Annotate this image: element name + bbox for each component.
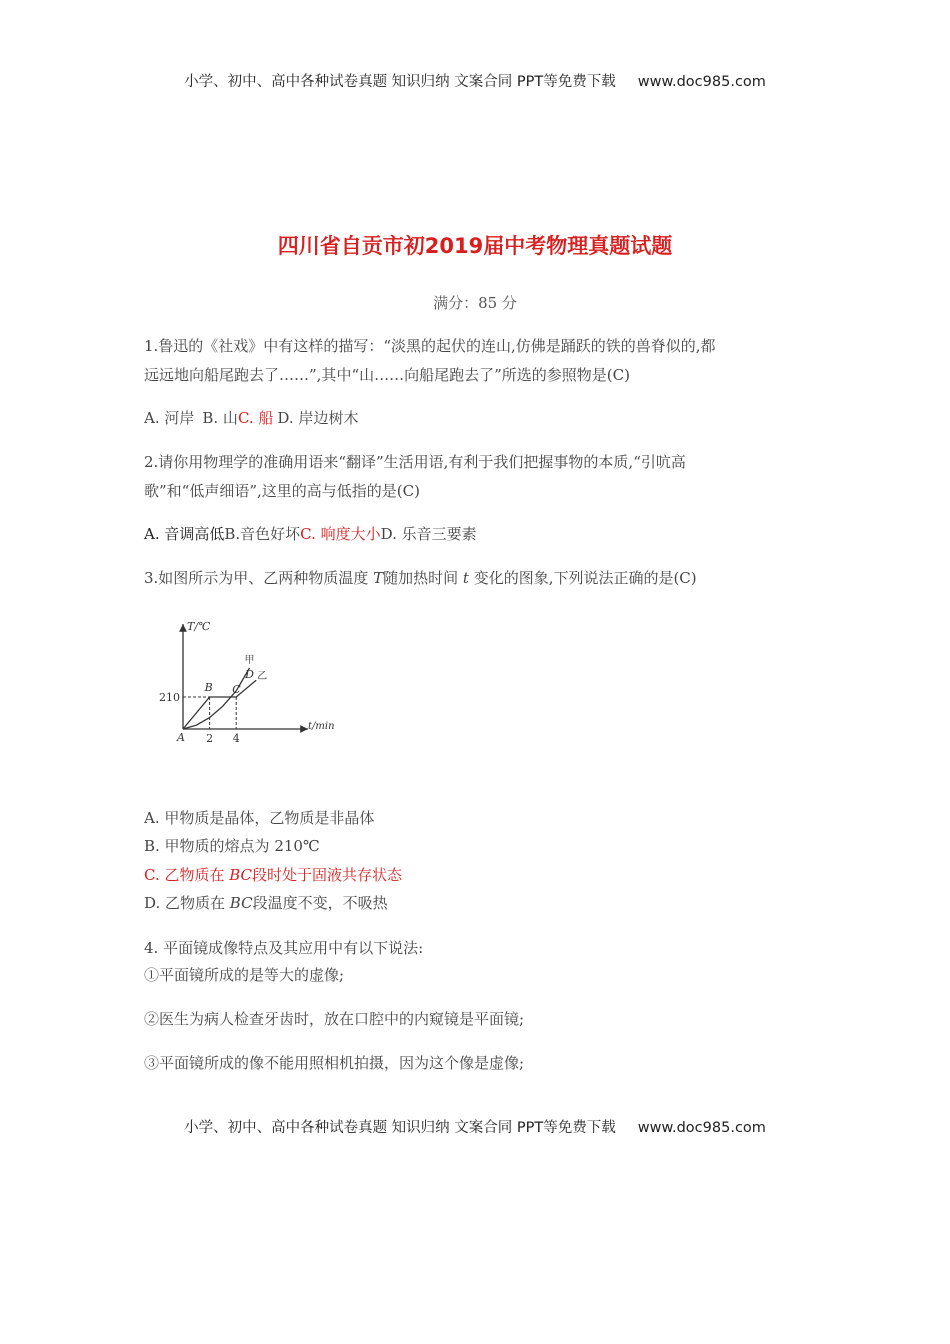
q3-option-b: B. 甲物质的熔点为 210℃ [144,837,320,855]
q3-stem-pre: 3.如图所示为甲、乙两种物质温度 [144,569,374,587]
page-header [0,70,950,91]
x-tick-2: 2 [206,732,214,745]
series-label-jia: 甲 [244,655,255,667]
series-yi-line [183,680,256,729]
q1-option-b: B. 山 [202,409,238,427]
full-score: 满分：85 分 [433,294,517,312]
q1-option-c: C. 船 [237,409,274,427]
q3-option-c [144,865,402,885]
q3-stem-T: T [373,569,384,587]
q3-option-d [144,893,388,913]
footer-text: 小学、初中、高中各种试卷真题 知识归纳 文案合同 PPT等免费下载 [184,1120,616,1136]
question-2-options [144,524,477,544]
page-title: 四川省自贡市初2019届中考物理真题试题 [277,234,673,258]
series-label-yi: 乙 [257,671,268,683]
header-site-link[interactable]: www.doc985.com [637,74,766,90]
point-label-a: A [177,731,185,744]
q3-stem-t: t [462,569,469,587]
y-tick-210: 210 [159,691,180,704]
header-text: 小学、初中、高中各种试卷真题 知识归纳 文案合同 PPT等免费下载 [184,74,616,90]
question-3-stem [144,568,697,588]
q2-option-c: C. 响度大小 [300,525,381,543]
point-label-d: D [245,668,254,682]
temperature-time-graph [150,616,350,751]
q3-option-d-bc: BC [229,894,253,912]
question-1-options [144,408,358,428]
q3-option-c-pre: C. 乙物质在 [144,866,230,884]
q1-option-a: A. 河岸 [144,409,195,427]
q2-option-b: B.音色好坏 [224,525,301,543]
q3-stem-mid: 随加热时间 [383,569,463,587]
question-1-line-1: 1.鲁迅的《社戏》中有这样的描写：“淡黑的起伏的连山,仿佛是踊跃的铁的兽脊似的,都 [144,337,716,355]
page-footer [0,1116,950,1137]
question-2-line-1: 2.请你用物理学的准确用语来“翻译”生活用语,有利于我们把握事物的本质,“引吭高 [144,453,686,471]
q2-option-a: A. 音调高低 [144,525,225,543]
question-1-line-2: 远远地向船尾跑去了……”,其中“山……向船尾跑去了”所选的参照物是(C) [144,366,630,384]
point-label-c: C [232,683,241,696]
question-4-stem: 4. 平面镜成像特点及其应用中有以下说法: [144,939,424,957]
q4-item-1: ①平面镜所成的是等大的虚像; [144,966,345,984]
footer-site-link[interactable]: www.doc985.com [637,1120,766,1136]
x-axis-label: t/min [308,721,335,732]
q1-option-d: D. 岸边树木 [277,409,359,427]
series-jia-curve [183,668,250,729]
q3-option-a: A. 甲物质是晶体，乙物质是非晶体 [144,809,375,827]
q3-option-c-post: 段时处于固液共存状态 [252,866,403,884]
q2-option-d: D. 乐音三要素 [380,525,477,543]
q4-item-3: ③平面镜所成的像不能用照相机拍摄，因为这个像是虚像; [144,1054,525,1072]
y-axis-label: T/℃ [187,620,211,633]
q3-option-c-bc: BC [229,866,253,884]
q3-option-d-post: 段温度不变，不吸热 [252,894,388,912]
x-tick-4: 4 [232,732,240,745]
point-label-b: B [204,681,213,694]
q3-stem-post: 变化的图象,下列说法正确的是(C) [468,569,697,587]
q4-item-2: ②医生为病人检查牙齿时，放在口腔中的内窥镜是平面镜; [144,1010,525,1028]
q3-option-d-pre: D. 乙物质在 [144,894,230,912]
question-2-line-2: 歌”和“低声细语”,这里的高与低指的是(C) [144,482,420,500]
